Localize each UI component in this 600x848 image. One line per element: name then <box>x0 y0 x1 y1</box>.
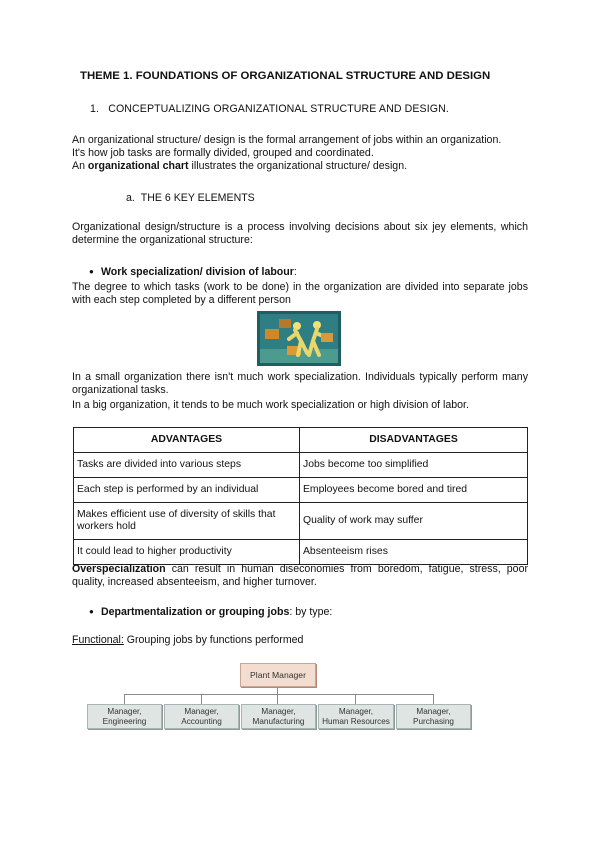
functional-label: Functional: <box>72 634 124 646</box>
overspecialization-paragraph: Overspecialization can result in human diseconomies from boredom, fatigue, stress, poor quality, increased absenteeism, and higher turnover. <box>72 563 528 588</box>
elements-intro: Organizational design/structure is a process involving decisions about six jey elements, which determine the organizational structure: <box>72 221 528 246</box>
table-cell: Quality of work may suffer <box>300 503 528 540</box>
connector-line <box>201 694 202 704</box>
intro-line-1: An organizational structure/ design is the formal arrangement of jobs within an organization. <box>72 134 502 146</box>
intro-line-2: It's how job tasks are formally divided, grouped and coordinated. <box>72 147 374 159</box>
table-cell: Employees become bored and tired <box>300 478 528 503</box>
table-cell: It could lead to higher productivity <box>74 540 300 565</box>
subsection-heading-text: THE 6 KEY ELEMENTS <box>140 192 255 204</box>
section-number: 1. <box>90 103 100 115</box>
connector-line <box>277 686 278 694</box>
subsection-letter: a. <box>126 192 135 204</box>
org-chart-node: Manager, Manufacturing <box>241 704 316 729</box>
table-cell: Makes efficient use of diversity of skills that workers hold <box>74 503 300 540</box>
section-heading-text: CONCEPTUALIZING ORGANIZATIONAL STRUCTURE AND DESIGN. <box>108 103 449 115</box>
table-cell: Tasks are divided into various steps <box>74 453 300 478</box>
departmentalization-heading: Departmentalization or grouping jobs <box>101 606 290 618</box>
table-cell: Jobs become too simplified <box>300 453 528 478</box>
document-title: THEME 1. FOUNDATIONS OF ORGANIZATIONAL STRUCTURE AND DESIGN <box>80 70 491 82</box>
intro-line-3: An organizational chart illustrates the organizational structure/ design. <box>72 160 408 172</box>
functional-line: Functional: Grouping jobs by functions performed <box>72 634 304 646</box>
work-spec-definition: The degree to which tasks (work to be done) in the organization are divided into separate jobs with each step completed by a different person <box>72 281 528 306</box>
org-chart-node: Manager, Accounting <box>164 704 239 729</box>
table-cell: Absenteeism rises <box>300 540 528 565</box>
table-cell: Each step is performed by an individual <box>74 478 300 503</box>
org-chart-node: Manager, Engineering <box>87 704 162 729</box>
connector-line <box>124 694 434 695</box>
bullet-icon: ● <box>89 267 94 276</box>
org-chart-node: Manager, Purchasing <box>396 704 471 729</box>
connector-line <box>433 694 434 704</box>
work-spec-heading: Work specialization/ division of labour <box>101 266 294 278</box>
work-spec-bullet: ● Work specialization/ division of labour: <box>89 266 297 278</box>
plant-manager-box: Plant Manager <box>240 663 316 687</box>
small-org-paragraph: In a small organization there isn't much work specialization. Individuals typically perform many organizational tasks. <box>72 371 528 396</box>
connector-line <box>124 694 125 704</box>
overspecialization-term: Overspecialization <box>72 563 166 575</box>
big-org-paragraph: In a big organization, it tends to be much work specialization or high division of labor. <box>72 399 469 411</box>
bullet-icon: ● <box>89 607 94 616</box>
disadvantages-header: DISADVANTAGES <box>300 428 528 453</box>
org-chart-term: organizational chart <box>87 160 189 172</box>
advantages-header: ADVANTAGES <box>74 428 300 453</box>
connector-line <box>355 694 356 704</box>
org-chart-node: Manager, Human Resources <box>318 704 394 729</box>
departmentalization-bullet: ● Departmentalization or grouping jobs: by type: <box>89 606 333 618</box>
connector-line <box>277 694 278 704</box>
